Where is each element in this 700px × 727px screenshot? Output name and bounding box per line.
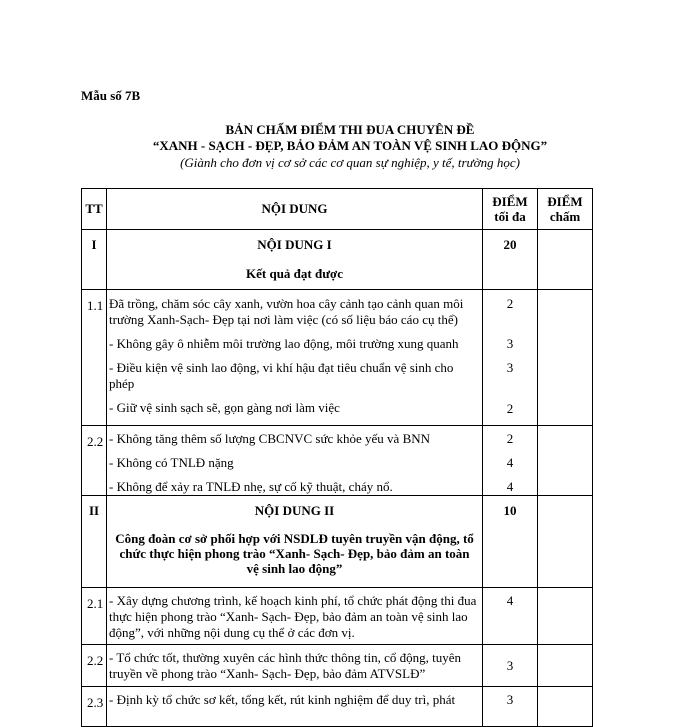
header-score-line2: chấm [549, 209, 581, 224]
row-1-1-item-1: Đã trồng, chăm sóc cây xanh, vườn hoa cây cảnh tạo cảnh quan môi trường Xanh-Sạch- Đẹp tại nơi làm việc (có số liệu báo cáo cụ thể) [109, 296, 464, 327]
row-2-2-points [483, 426, 538, 496]
row-1-1-points-4: 2 [506, 401, 514, 416]
header-content: NỘI DUNG [107, 189, 483, 230]
row-2-2-points-1: 2 [506, 431, 514, 446]
row-2-3-content [107, 687, 483, 727]
table-header-row [82, 189, 593, 230]
document-title-line1: BẢN CHẤM ĐIỂM THI ĐUA CHUYÊN ĐỀ [225, 122, 475, 137]
section-1-subtitle: Kết quả đạt được [246, 266, 343, 281]
section-2-score-cell[interactable] [538, 496, 593, 588]
row-2-2b-content [107, 645, 483, 687]
row-2-2-item-1: - Không tăng thêm số lượng CBCNVC sức khỏe yếu và BNN [109, 431, 431, 446]
row-2-2-points-3: 4 [506, 479, 514, 494]
row-2-2-number: 2.2 [82, 426, 107, 496]
section-2-title: NỘI DUNG II [254, 503, 335, 518]
header-max-points [483, 189, 538, 230]
header-max-points-line1: ĐIỂM [492, 194, 528, 209]
section-1-title: NỘI DUNG I [257, 237, 332, 252]
row-2-2-item-2: - Không có TNLĐ nặng [109, 455, 234, 470]
header-score [538, 189, 593, 230]
row-1-1-points-2: 3 [506, 336, 514, 351]
row-2-3-text: - Định kỳ tổ chức sơ kết, tổng kết, rút kinh nghiệm để duy trì, phát [109, 692, 456, 707]
table-row-2-2b [82, 645, 593, 687]
row-2-2b-number: 2.2 [82, 645, 107, 687]
table-row-2-2 [82, 426, 593, 496]
row-2-1-number: 2.1 [82, 588, 107, 645]
section-row-2 [82, 496, 593, 588]
row-2-1-score-cell[interactable] [538, 588, 593, 645]
row-2-2-content [107, 426, 483, 496]
form-number: Mẫu số 7B [81, 88, 141, 103]
table-row-2-1 [82, 588, 593, 645]
header-max-points-line2: tối đa [494, 209, 526, 224]
row-2-2-points-2: 4 [506, 455, 514, 470]
row-2-2b-points: 3 [483, 645, 538, 687]
row-2-3-points: 3 [483, 687, 538, 727]
row-2-1-text: - Xây dựng chương trình, kế hoạch kinh phí, tổ chức phát động thi đua thực hiện phong trào “Xanh- Sạch- Đẹp, bảo đảm an toàn vệ sinh lao động”, với những nội dung cụ thể ở các đơn vị. [109, 593, 477, 640]
section-1-points: 20 [483, 230, 538, 290]
section-1-score-cell[interactable] [538, 230, 593, 290]
row-2-2-score-cell[interactable] [538, 426, 593, 496]
section-2-subtitle: Công đoàn cơ sở phối hợp với NSDLĐ tuyên truyền vận động, tổ chức thực hiện phong trào “Xanh- Sạch- Đẹp, bảo đảm an toàn vệ sinh lao động” [115, 531, 474, 576]
row-2-2-item-3: - Không để xảy ra TNLĐ nhẹ, sự cố kỹ thuật, cháy nổ. [109, 479, 393, 494]
row-2-2b-score-cell[interactable] [538, 645, 593, 687]
section-2-number: II [82, 496, 107, 588]
header-tt: TT [82, 189, 107, 230]
row-2-3-number: 2.3 [82, 687, 107, 727]
row-1-1-item-2: - Không gây ô nhiễm môi trường lao động, môi trường xung quanh [109, 336, 459, 351]
row-2-2b-text: - Tổ chức tốt, thường xuyên các hình thức thông tin, cổ động, tuyên truyền về phong trào “Xanh- Sạch- Đẹp, bảo đảm ATVSLĐ” [109, 650, 461, 681]
table-row-1-1 [82, 290, 593, 426]
row-1-1-item-4: - Giữ vệ sinh sạch sẽ, gọn gàng nơi làm việc [109, 400, 340, 415]
section-1-content [107, 230, 483, 290]
row-1-1-number: 1.1 [82, 290, 107, 426]
row-1-1-points [483, 290, 538, 426]
section-2-points: 10 [483, 496, 538, 588]
row-1-1-points-1: 2 [506, 296, 514, 311]
section-row-1 [82, 230, 593, 290]
row-2-1-content [107, 588, 483, 645]
row-1-1-item-3: - Điều kiện vệ sinh lao động, vi khí hậu đạt tiêu chuẩn vệ sinh cho phép [109, 360, 454, 391]
table-row-2-3 [82, 687, 593, 727]
document-title-line2: “XANH - SẠCH - ĐẸP, BẢO ĐẢM AN TOÀN VỆ SINH LAO ĐỘNG” [152, 138, 548, 153]
row-1-1-points-3: 3 [506, 360, 514, 375]
section-2-content [107, 496, 483, 588]
section-1-number: I [82, 230, 107, 290]
row-2-3-score-cell[interactable] [538, 687, 593, 727]
scoring-table [81, 188, 593, 727]
header-score-line1: ĐIỂM [547, 194, 583, 209]
row-1-1-score-cell[interactable] [538, 290, 593, 426]
row-2-1-points: 4 [483, 588, 538, 645]
document-subtitle: (Giành cho đơn vị cơ sở các cơ quan sự nghiệp, y tế, trường học) [180, 155, 520, 170]
row-1-1-content [107, 290, 483, 426]
